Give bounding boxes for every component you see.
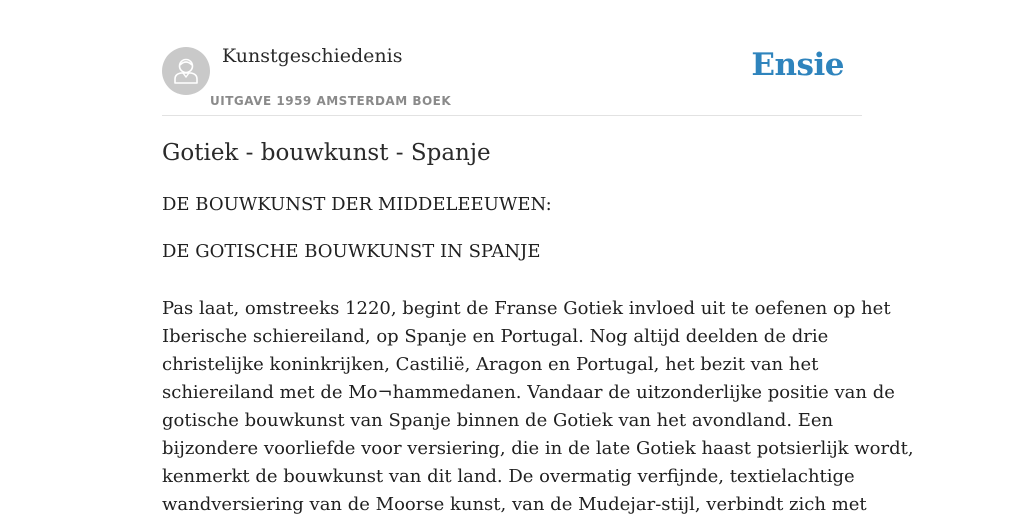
user-icon [162,47,210,95]
subheading-middeleeuwen: DE BOUWKUNST DER MIDDELEEUWEN: [162,194,552,215]
body-line: wandversiering van de Moorse kunst, van de Mudejar-stijl, verbindt zich met [162,494,867,515]
publication-meta: UITGAVE 1959 AMSTERDAM BOEK [210,94,452,108]
body-line: schiereiland met de Mo¬hammedanen. Vandaar de uitzonderlijke positie van de [162,382,895,403]
author-name[interactable]: Kunstgeschiedenis [222,45,403,67]
subheading-spanje: DE GOTISCHE BOUWKUNST IN SPANJE [162,241,541,262]
body-line: christelijke koninkrijken, Castilië, Aragon en Portugal, het bezit van het [162,354,819,375]
body-line: gotische bouwkunst van Spanje binnen de Gotiek van het avondland. Een [162,410,834,431]
article-title: Gotiek - bouwkunst - Spanje [162,140,491,166]
body-line: kenmerkt de bouwkunst van dit land. De overmatig verfijnde, textielachtige [162,466,855,487]
ensie-logo[interactable]: Ensie [751,47,844,83]
author-avatar[interactable] [162,47,210,95]
body-line: Pas laat, omstreeks 1220, begint de Franse Gotiek invloed uit te oefenen op het [162,298,891,319]
article-body [162,295,914,519]
body-line: bijzondere voorliefde voor versiering, die in de late Gotiek haast potsierlijk wordt, [162,438,914,459]
page-container [162,0,914,515]
article-header [162,0,862,116]
body-line: Iberische schiereiland, op Spanje en Portugal. Nog altijd deelden de drie [162,326,829,347]
